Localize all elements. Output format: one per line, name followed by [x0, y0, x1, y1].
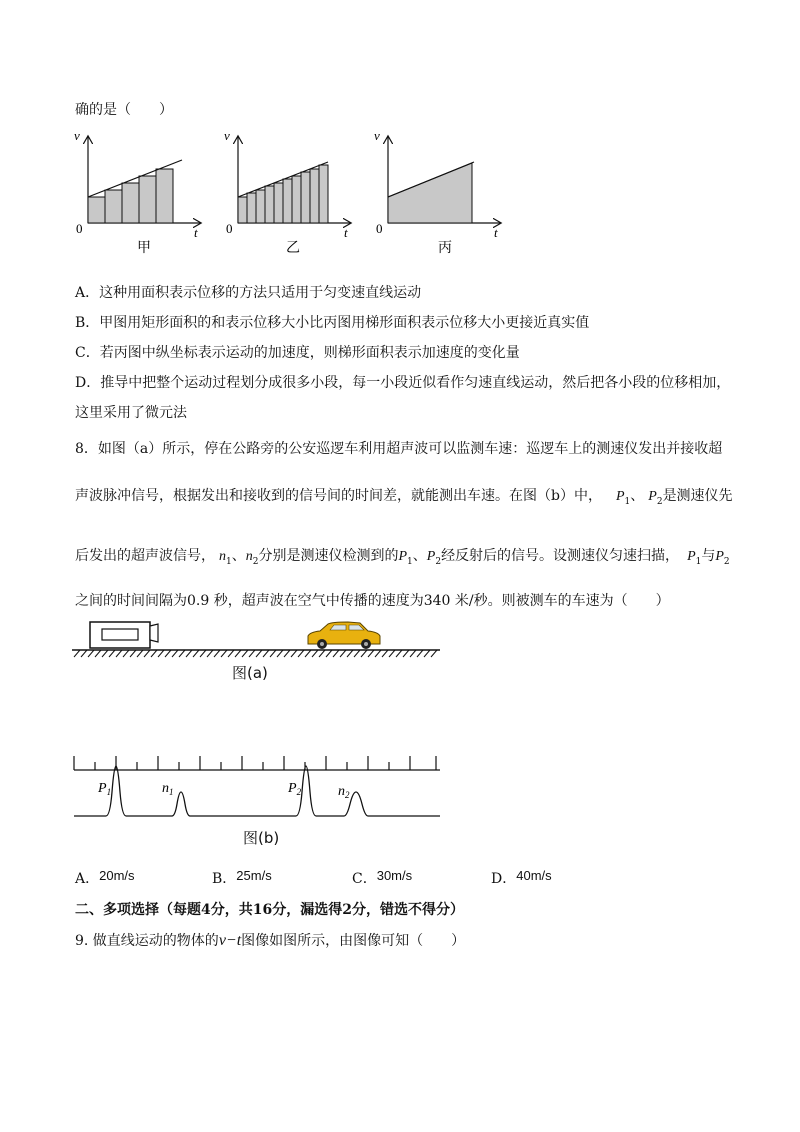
svg-text:0: 0	[226, 221, 233, 236]
figure-b	[70, 752, 450, 824]
q8-line2: 声波脉冲信号，根据发出和接收到的信号间的时间差，就能测出车速。在图（b）中， $P_1$、 $P_2$是测速仪先	[75, 488, 733, 507]
q8-option-b: B．25m/s	[212, 868, 272, 887]
speedometer-device	[150, 624, 158, 642]
q7-tail-text: 确的是（ ）	[75, 102, 173, 118]
q9-stem: 9. 做直线运动的物体的v−t图像如图所示，由图像可知（ ）	[75, 932, 466, 949]
signal-trace	[74, 766, 440, 816]
q8-option-d: D．40m/s	[491, 868, 552, 887]
graph-jia	[74, 128, 200, 256]
q8-line1: 8．如图（a）所示，停在公路旁的公安巡逻车利用超声波可以监测车速：巡逻车上的测速仪发出并接收超	[75, 441, 723, 457]
q7-option-d-line2: 这里采用了微元法	[75, 405, 187, 421]
pulse-n1-label: $n_1$	[162, 781, 174, 797]
graph-bing	[374, 128, 500, 256]
pulse-n2-label: $n_2$	[338, 784, 350, 800]
scan-ticks	[74, 756, 436, 770]
origin-label: 0	[76, 221, 83, 236]
graph-yi-label: 乙	[286, 241, 300, 256]
figure-a-caption: 图(a)	[232, 664, 268, 682]
svg-text:v: v	[224, 128, 230, 143]
svg-text:t: t	[494, 225, 498, 240]
svg-text:t: t	[344, 225, 348, 240]
svg-text:v: v	[374, 128, 380, 143]
figure-b-caption: 图(b)	[243, 829, 280, 847]
pulse-p2-label: $P_2$	[288, 781, 302, 797]
t-axis-label: t	[194, 225, 198, 240]
q8-line4: 之间的时间间隔为0.9 秒，超声波在空气中传播的速度为340 米/秒。则被测车的车速为（ ）	[75, 593, 670, 609]
q7-option-b: B．甲图用矩形面积的和表示位移大小比丙图用梯形面积表示位移大小更接近真实值	[75, 315, 590, 331]
q7-option-d-line1: D．推导中把整个运动过程划分成很多小段，每一小段近似看作匀速直线运动，然后把各小段的位移相加，	[75, 375, 731, 391]
graph-yi	[224, 128, 350, 256]
v-axis-label: v	[74, 128, 80, 143]
q7-option-c: C．若丙图中纵坐标表示运动的加速度，则梯形面积表示加速度的变化量	[75, 345, 520, 361]
section-2-title: 二、多项选择（每题4分，共16分，漏选得2分，错选不得分）	[75, 902, 464, 918]
q8-line3: 后发出的超声波信号， $n_1$、$n_2$分别是测速仪检测到的$P_1$、$P_2$经反射后的信号。设测速仪匀速扫描， $P_1$与$P_2$	[75, 548, 730, 567]
road-hatching	[74, 650, 437, 657]
svg-text:0: 0	[376, 221, 383, 236]
target-car	[308, 622, 380, 649]
q8-option-a: A．20m/s	[75, 868, 135, 887]
graph-jia-label: 甲	[137, 241, 151, 256]
graph-bing-label: 丙	[438, 241, 452, 256]
vt-graphs	[60, 125, 520, 265]
q8-option-c: C．30m/s	[352, 868, 413, 887]
q7-option-a: A．这种用面积表示位移的方法只适用于匀变速直线运动	[75, 285, 422, 301]
pulse-p1-label: $P_1$	[98, 781, 112, 797]
